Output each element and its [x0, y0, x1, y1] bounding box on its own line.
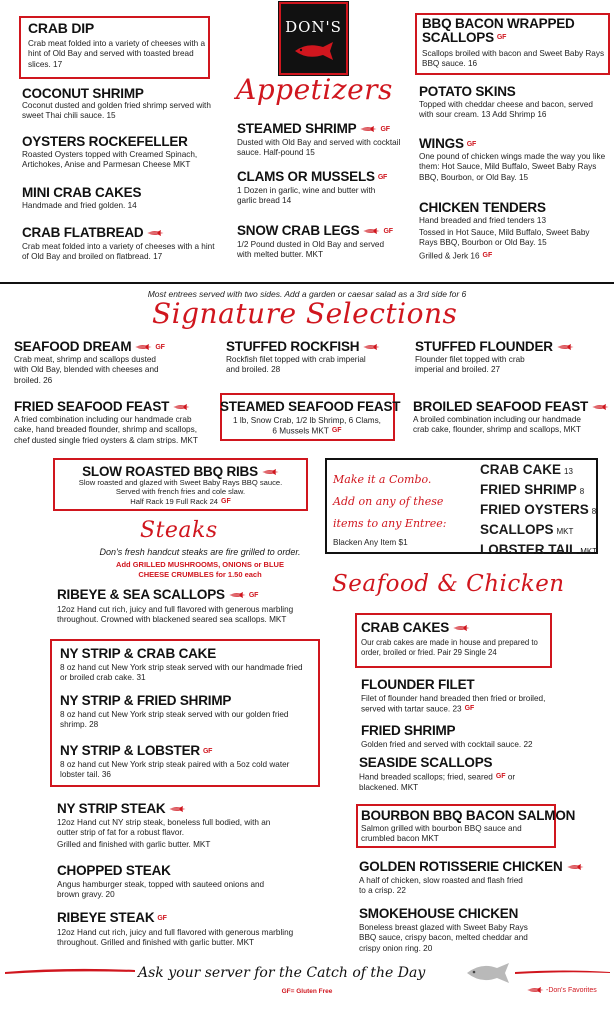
- combo-item: FRIED SHRIMP 8: [480, 482, 585, 497]
- item-name: NY STRIP & CRAB CAKE: [60, 646, 217, 661]
- item-desc: Handmade and fried golden. 14: [22, 201, 137, 210]
- item-desc: Golden fried and served with cocktail sauce. 22: [361, 740, 533, 749]
- item-desc: 1 Dozen in garlic, wine and butter with garlic bread 14: [237, 186, 376, 206]
- logo-text: DON'S: [285, 18, 342, 36]
- item-desc: Flounder filet topped with crab imperial and broiled. 27: [415, 355, 525, 375]
- item-desc: Slow roasted and glazed with Sweet Baby Rays BBQ sauce. Served with french fries and cole slaw.: [78, 478, 283, 497]
- section-title-steaks: Steaks: [140, 518, 218, 543]
- item-desc: Tossed in Hot Sauce, Mild Buffalo, Sweet Baby Rays BBQ, Bourbon or Old Bay. 15: [419, 228, 590, 248]
- dons-logo: [279, 2, 348, 75]
- favorite-fish-icon: [363, 228, 380, 234]
- item-desc: 1/2 Pound dusted in Old Bay and served with melted butter. MKT: [237, 240, 385, 260]
- item-desc: 1 lb, Snow Crab, 1/2 lb Shrimp, 6 Clams, 6 Mussels MKT GF: [233, 416, 381, 436]
- item-name: SEASIDE SCALLOPS: [359, 755, 493, 770]
- item-desc: Roasted Oysters topped with Creamed Spinach, Artichokes, Anise and Parmesan Cheese MKT: [22, 150, 198, 170]
- item-desc: 8 oz hand cut New York strip steak served with our handmade fried or broiled crab cake. 31: [60, 663, 303, 683]
- item-desc: 12oz Hand cut rich, juicy and full flavored with generous marbling throughout. Grilled and finished with garlic butter. MKT: [57, 928, 294, 948]
- logo-fish-icon: [293, 42, 337, 60]
- favorite-fish-icon: [147, 230, 164, 236]
- section-title-appetizers: Appetizers: [236, 73, 393, 106]
- item-desc: Crab meat, shrimp and scallops dusted with Old Bay, blended with cheeses and broiled. 26: [14, 355, 159, 385]
- favorite-fish-icon: [527, 987, 544, 993]
- combo-list: [480, 461, 597, 561]
- favorite-fish-icon: [363, 344, 380, 350]
- item-name: NY STRIP & FRIED SHRIMP: [60, 693, 232, 708]
- favorite-fish-icon: [557, 344, 574, 350]
- favorite-fish-icon: [135, 344, 152, 350]
- item-desc: A broiled combination including our handmade crab cake, flounder, shrimp and scallops, MKT: [413, 415, 581, 435]
- favorite-fish-icon: [229, 592, 246, 598]
- favorites-legend: -Don's Favorites: [527, 987, 597, 994]
- item-desc: Hand breaded scallops; fried, seared GF or blackened. MKT: [359, 772, 516, 792]
- entrees-note: Most entrees served with two sides. Add a garden or caesar salad as a 3rd side for 6: [147, 289, 467, 299]
- item-desc: Half Rack 19 Full Rack 24 GF: [130, 497, 231, 507]
- item-name: SMOKEHOUSE CHICKEN: [359, 906, 519, 921]
- item-name: CRAB CAKES: [361, 620, 470, 635]
- combo-item: LOBSTER TAIL MKT: [480, 542, 598, 557]
- footer-brushstroke: [515, 968, 610, 976]
- item-desc: A half of chicken, slow roasted and flash fried to a crisp. 22: [359, 876, 523, 896]
- catch-fish-icon: [465, 962, 513, 984]
- item-desc: Rockfish filet topped with crab imperial and broiled. 28: [226, 355, 366, 375]
- item-name: SEAFOOD DREAM GF: [14, 339, 165, 354]
- item-name: FRIED SEAFOOD FEAST: [14, 399, 190, 414]
- item-desc: Salmon grilled with bourbon BBQ sauce and crumbled bacon MKT: [361, 824, 522, 844]
- item-name: CHOPPED STEAK: [57, 863, 171, 878]
- item-name: SLOW ROASTED BBQ RIBS: [53, 464, 308, 479]
- item-desc: 12oz Hand cut NY strip steak, boneless full bodied, with an outter strip of fat for a robust flavor.: [57, 818, 271, 838]
- favorite-fish-icon: [173, 404, 190, 410]
- item-desc: Our crab cakes are made in house and prepared to order, broiled or fried. Pair 29 Single 24: [361, 638, 538, 658]
- item-name: GOLDEN ROTISSERIE CHICKEN: [359, 859, 584, 874]
- combo-item: CRAB CAKE 13: [480, 462, 573, 477]
- item-desc: Dusted with Old Bay and served with cocktail sauce. Half-pound 15: [237, 138, 401, 158]
- combo-script-line: Add on any of these: [333, 495, 444, 508]
- catch-of-the-day: Ask your server for the Catch of the Day: [138, 965, 426, 981]
- item-name: CRAB FLATBREAD: [22, 225, 164, 240]
- steaks-addon: Add GRILLED MUSHROOMS, ONIONS or BLUE: [116, 560, 284, 569]
- item-name: CRAB DIP: [28, 20, 95, 36]
- item-desc: Grilled & Jerk 16 GF: [419, 251, 493, 261]
- item-name: COCONUT SHRIMP: [22, 86, 144, 101]
- item-desc: 12oz Hand cut rich, juicy and full flavored with generous marbling throughout. Crowned with blackened seared sea scallops. MKT: [57, 605, 294, 625]
- item-name: OYSTERS ROCKEFELLER: [22, 134, 188, 149]
- item-name: RIBEYE STEAK GF: [57, 910, 167, 925]
- item-desc: Coconut dusted and golden fried shrimp served with sweet Thai chili sauce. 15: [22, 101, 211, 121]
- favorite-fish-icon: [592, 404, 609, 410]
- steaks-note: Don's fresh handcut steaks are fire grilled to order.: [99, 547, 301, 557]
- item-name: BOURBON BBQ BACON SALMON: [361, 808, 576, 823]
- item-name: STUFFED FLOUNDER: [415, 339, 574, 354]
- footer-brushstroke: [5, 966, 135, 976]
- item-desc: Topped with cheddar cheese and bacon, served with sour cream. 13 Add Shrimp 16: [419, 100, 593, 120]
- item-name: RIBEYE & SEA SCALLOPS GF: [57, 587, 259, 602]
- item-name: STEAMED SHRIMP GF: [237, 121, 390, 136]
- item-desc: Boneless breast glazed with Sweet Baby Rays BBQ sauce, crispy bacon, melted cheddar and crispy onion ring. 20: [359, 923, 528, 953]
- favorite-fish-icon: [453, 625, 470, 631]
- section-title-signature: Signature Selections: [152, 297, 458, 330]
- item-name: NY STRIP STEAK: [57, 801, 186, 816]
- combo-blacken: Blacken Any Item $1: [333, 538, 408, 547]
- item-desc: Filet of flounder hand breaded then fried or broiled, served with tartar sauce. 23 GF: [361, 694, 546, 714]
- item-desc: Crab meat folded into a variety of cheeses with a hint of Old Bay and broiled on flatbread. 17: [22, 242, 215, 262]
- favorite-fish-icon: [262, 469, 279, 475]
- item-name: WINGS GF: [419, 136, 477, 151]
- item-name: CHICKEN TENDERS: [419, 200, 546, 215]
- combo-item: FRIED OYSTERS 8: [480, 502, 597, 517]
- item-name: BBQ BACON WRAPPED SCALLOPS GF: [422, 16, 575, 45]
- item-desc: Scallops broiled with bacon and Sweet Baby Rays BBQ sauce. 16: [422, 49, 605, 69]
- item-name: STUFFED ROCKFISH: [226, 339, 380, 354]
- item-desc: Angus hamburger steak, topped with sauteed onions and brown gravy. 20: [57, 880, 265, 900]
- item-name: NY STRIP & LOBSTER GF: [60, 743, 213, 758]
- favorite-fish-icon: [360, 126, 377, 132]
- favorite-fish-icon: [169, 806, 186, 812]
- item-name: BROILED SEAFOOD FEAST: [413, 399, 609, 414]
- item-desc: 8 oz hand cut New York strip steak served with our golden fried shrimp. 28: [60, 710, 289, 730]
- item-name: SNOW CRAB LEGS GF: [237, 223, 393, 238]
- item-name: MINI CRAB CAKES: [22, 185, 142, 200]
- item-desc: A fried combination including our handmade crab cake, hand breaded flounder, shrimp and scallops, chef dusted single fried oysters & clam strips. MKT: [14, 415, 198, 445]
- item-desc: Grilled and finished with garlic butter. MKT: [57, 840, 211, 849]
- item-desc: Crab meat folded into a variety of cheeses with a hint of Old Bay and served with toasted bread slices. 17: [28, 39, 206, 69]
- item-desc: Hand breaded and fried tenders 13: [419, 216, 546, 225]
- gf-legend: GF= Gluten Free: [281, 988, 333, 995]
- section-title-seafood: Seafood & Chicken: [332, 571, 565, 597]
- item-name: STEAMED SEAFOOD FEAST: [220, 399, 401, 414]
- combo-item: SCALLOPS MKT: [480, 522, 574, 537]
- item-name: CLAMS OR MUSSELS GF: [237, 169, 388, 184]
- steaks-addon: CHEESE CRUMBLES for 1.50 each: [138, 570, 262, 579]
- section-divider: [0, 282, 614, 284]
- item-name: FLOUNDER FILET: [361, 677, 475, 692]
- combo-script-line: items to any Entree:: [333, 517, 447, 530]
- item-desc: One pound of chicken wings made the way you like them: Hot Sauce, Mild Buffalo, Sweet Baby Rays BBQ, Bourbon, or Old Bay. 15: [419, 152, 606, 182]
- item-name: POTATO SKINS: [419, 84, 516, 99]
- favorite-fish-icon: [567, 864, 584, 870]
- item-desc: 8 oz hand cut New York strip steak paired with a 5oz cold water lobster tail. 36: [60, 760, 290, 780]
- item-name: FRIED SHRIMP: [361, 723, 456, 738]
- combo-script-line: Make it a Combo.: [333, 473, 432, 486]
